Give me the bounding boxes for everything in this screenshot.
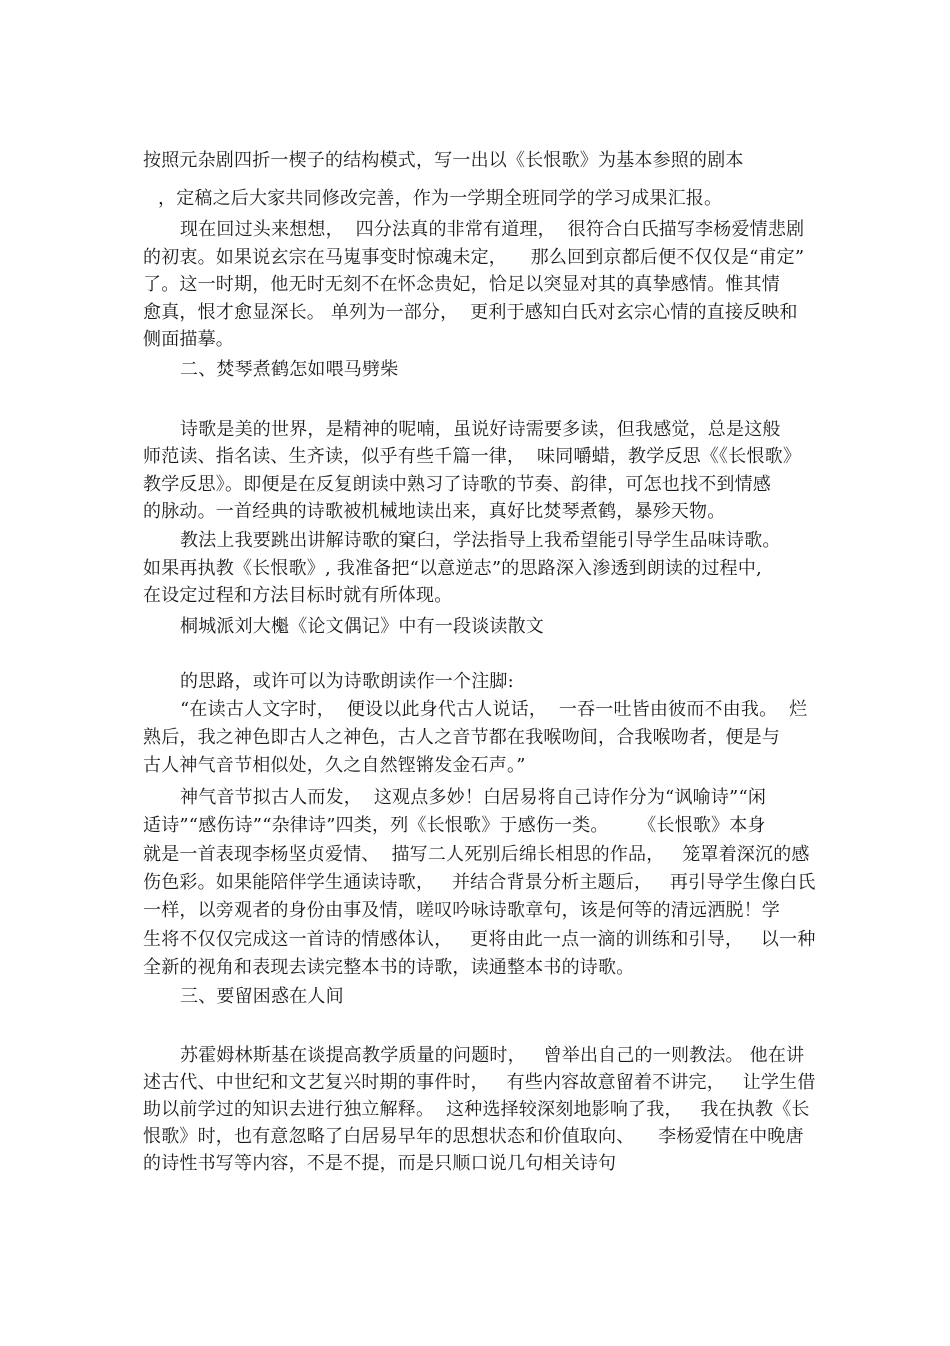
body-line: 述古代、中世纪和文艺复兴时期的事件时， 有些内容故意留着不讲完， 让学生借	[143, 1072, 816, 1093]
section-heading: 三、要留困惑在人间	[180, 986, 344, 1007]
body-line: 在设定过程和方法目标时就有所体现。	[143, 585, 453, 606]
body-line: 桐城派刘大櫆《论文偶记》中有一段谈读散文	[180, 616, 544, 637]
body-line: 诗歌是美的世界，是精神的呢喃，虽说好诗需要多读，但我感觉，总是这般	[180, 419, 781, 440]
body-line: ，定稿之后大家共同修改完善，作为一学期全班同学的学习成果汇报。	[158, 188, 723, 209]
quote-line: 古人神气音节相似处，久之自然铿锵发金石声。”	[143, 755, 526, 776]
body-line: 生将不仅仅完成这一首诗的情感体认， 更将由此一点一滴的训练和引导， 以一种	[143, 929, 816, 950]
body-line: 就是一首表现李杨坚贞爱情、 描写二人死别后绵长相思的作品， 笼罩着深沉的感	[143, 844, 810, 865]
body-line: 全新的视角和表现去读完整本书的诗歌，读通整本书的诗歌。	[143, 957, 635, 978]
body-line: 助以前学过的知识去进行独立解释。 这种选择较深刻地影响了我， 我在执教《长	[143, 1099, 810, 1120]
body-line: 的初衷。如果说玄宗在马嵬事变时惊魂未定， 那么回到京都后便不仅仅是“甫定”	[143, 247, 805, 268]
body-line: 神气音节拟古人而发， 这观点多妙！白居易将自己诗作分为“讽喻诗”“闲	[180, 787, 767, 808]
quote-line: “在读古人文字时， 便设以此身代古人说话， 一吞一吐皆由彼而不由我。 烂	[180, 699, 808, 720]
quote-line: 熟后，我之神色即古人之神色，古人之音节都在我喉吻间，合我喉吻者，便是与	[143, 727, 780, 748]
body-line: 现在回过头来想想， 四分法真的非常有道理， 很符合白氏描写李杨爱情悲剧	[180, 219, 805, 240]
body-line: 如果再执教《长恨歌》, 我准备把“以意逆志”的思路深入渗透到朗读的过程中,	[143, 558, 762, 579]
section-heading: 二、焚琴煮鹤怎如喂马劈柴	[180, 359, 399, 380]
body-line: 的诗性书写等内容，不是不提，而是只顺口说几句相关诗句	[143, 1153, 617, 1174]
body-line: 教学反思》。即便是在反复朗读中熟习了诗歌的节奏、韵律，可怎也找不到情感	[143, 474, 771, 495]
body-line: 侧面描摹。	[143, 329, 234, 350]
body-line: 恨歌》时，也有意忽略了白居易早年的思想状态和价值取向、 李杨爱情在中晚唐	[143, 1126, 804, 1147]
body-line: 一样，以旁观者的身份由事及情，嗟叹吟咏诗歌章句，该是何等的清远洒脱！学	[143, 900, 780, 921]
body-line: 愈真，恨才愈显深长。 单列为一部分， 更利于感知白氏对玄宗心情的直接反映和	[143, 302, 798, 323]
body-line: 师范读、指名读、生齐读，似乎有些千篇一律， 味同嚼蜡，教学反思《《长恨歌》	[143, 446, 802, 467]
body-line: 了。这一时期，他无时无刻不在怀念贵妃，恰足以突显对其的真挚感情。惟其情	[143, 274, 780, 295]
body-line: 适诗”“感伤诗”“杂律诗”四类，列《长恨歌》于感伤一类。 《长恨歌》本身	[143, 815, 766, 836]
body-line: 苏霍姆林斯基在谈提高教学质量的问题时， 曾举出自己的一则教法。 他在讲	[180, 1045, 805, 1066]
body-line: 的思路，或许可以为诗歌朗读作一个注脚:	[180, 671, 514, 692]
body-line: 的脉动。一首经典的诗歌被机械地读出来，真好比焚琴煮鹤，暴殄天物。	[143, 501, 726, 522]
body-line: 伤色彩。如果能陪伴学生通读诗歌， 并结合背景分析主题后， 再引导学生像白氏	[143, 872, 816, 893]
body-line: 教法上我要跳出讲解诗歌的窠臼，学法指导上我希望能引导学生品味诗歌。	[180, 530, 781, 551]
body-line: 按照元杂剧四折一楔子的结构模式，写一出以《长恨歌》为基本参照的剧本	[143, 150, 744, 171]
